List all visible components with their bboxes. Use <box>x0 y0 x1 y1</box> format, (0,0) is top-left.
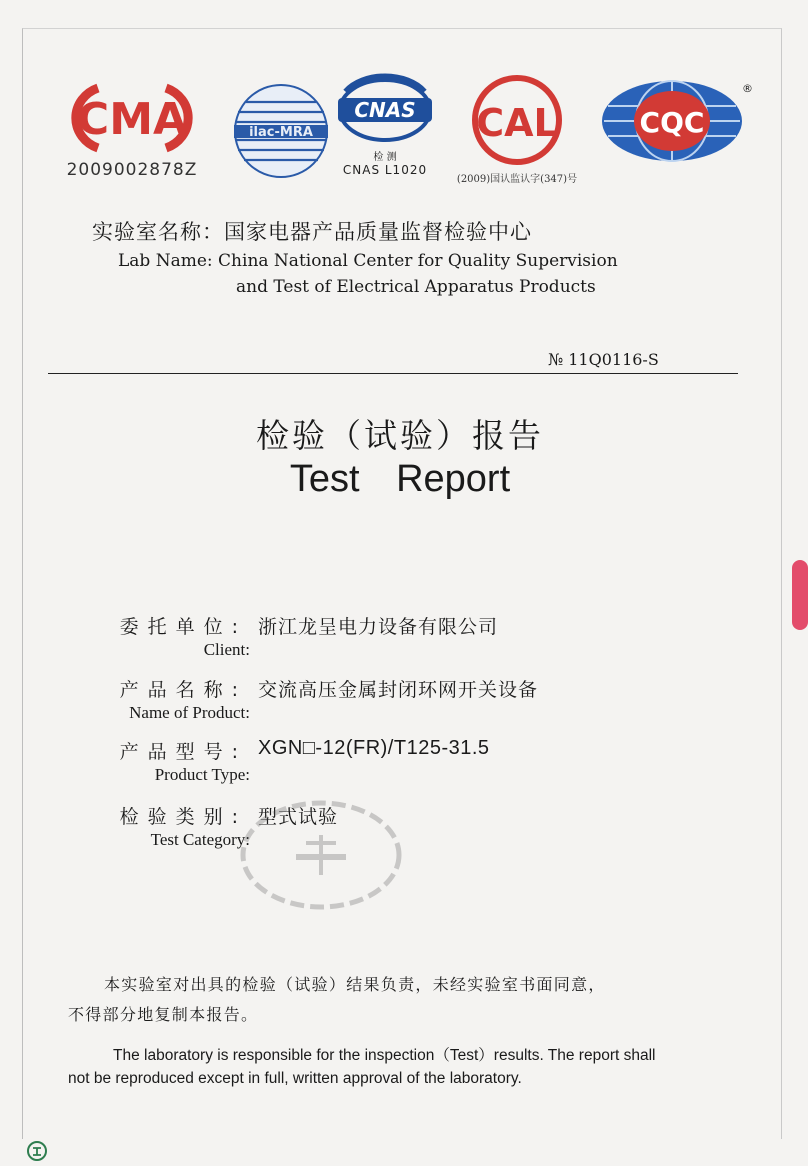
cqc-logo <box>600 78 753 168</box>
notice-cn <box>68 970 748 1030</box>
field-label-en: Product Type: <box>154 765 250 784</box>
cnas-logo <box>332 70 438 177</box>
notice-en-line2: not be reproduced except in full, written approval of the laboratory. <box>68 1070 522 1087</box>
field-value: XGN□-12(FR)/T125-31.5 <box>258 737 490 759</box>
report-number: № 11Q0116-S <box>548 350 659 369</box>
cqc-letters: CQC <box>639 106 705 139</box>
cal-letters: CAL <box>476 101 558 145</box>
cnas-code: CNAS L1020 <box>342 163 428 177</box>
field-label-en: Test Category: <box>150 830 250 849</box>
notice-cn-line2: 不得部分地复制本报告。 <box>68 1005 259 1024</box>
report-title-en: Test Report <box>289 458 511 500</box>
field-label-cn: 产品型号: <box>119 741 247 763</box>
lab-name-en-line2: and Test of Electrical Apparatus Products <box>236 277 596 297</box>
field-label-cn: 检验类别: <box>119 806 247 828</box>
field-value: 浙江龙呈电力设备有限公司 <box>258 616 499 638</box>
cnas-text: CNAS <box>354 98 416 122</box>
notice-cn-line1: 本实验室对出具的检验（试验）结果负责，未经实验室书面同意， <box>104 975 606 994</box>
cma-number: 2009002878Z <box>66 160 198 180</box>
report-title-cn: 检验（试验）报告 <box>256 416 544 455</box>
ilac-globe-icon <box>232 82 330 180</box>
page-edge-tab <box>792 560 808 630</box>
certification-logos <box>0 70 800 190</box>
field-label-cn: 产品名称: <box>119 679 247 701</box>
corner-print-mark-icon <box>26 1140 48 1162</box>
lab-name-en-line1: China National Center for Quality Supervision <box>218 251 618 271</box>
header-divider <box>48 373 738 374</box>
cnas-sub: 检 测 <box>373 152 397 163</box>
cma-letters: CMA <box>76 94 188 145</box>
field-value: 交流高压金属封闭环网开关设备 <box>258 679 539 701</box>
lab-name-en <box>118 248 618 300</box>
lab-name-en-label: Lab Name: <box>118 251 213 271</box>
cal-mark-icon <box>467 72 567 168</box>
ilac-mra-logo <box>232 82 330 184</box>
field-value: 型式试验 <box>258 806 339 828</box>
field-label-en: Client: <box>203 640 250 659</box>
notice-en-line1: The laboratory is responsible for the inspection（Test）results. The report shall <box>113 1047 656 1064</box>
cma-mark-icon <box>58 80 206 156</box>
cqc-globe-icon <box>600 78 753 164</box>
field-label-cn: 委托单位: <box>119 616 247 638</box>
cma-logo <box>58 80 206 180</box>
faded-seal-stamp <box>236 795 406 915</box>
cal-caption: (2009)国认监认字(347)号 <box>456 174 578 185</box>
registered-mark: ® <box>742 82 753 95</box>
cal-logo <box>452 72 582 185</box>
ilac-text: ilac-MRA <box>249 125 313 140</box>
field-label-en: Name of Product: <box>129 703 250 722</box>
lab-name-cn: 实验室名称：国家电器产品质量监督检验中心 <box>92 220 532 244</box>
cnas-mark-icon <box>332 70 438 146</box>
notice-en <box>68 1044 768 1090</box>
